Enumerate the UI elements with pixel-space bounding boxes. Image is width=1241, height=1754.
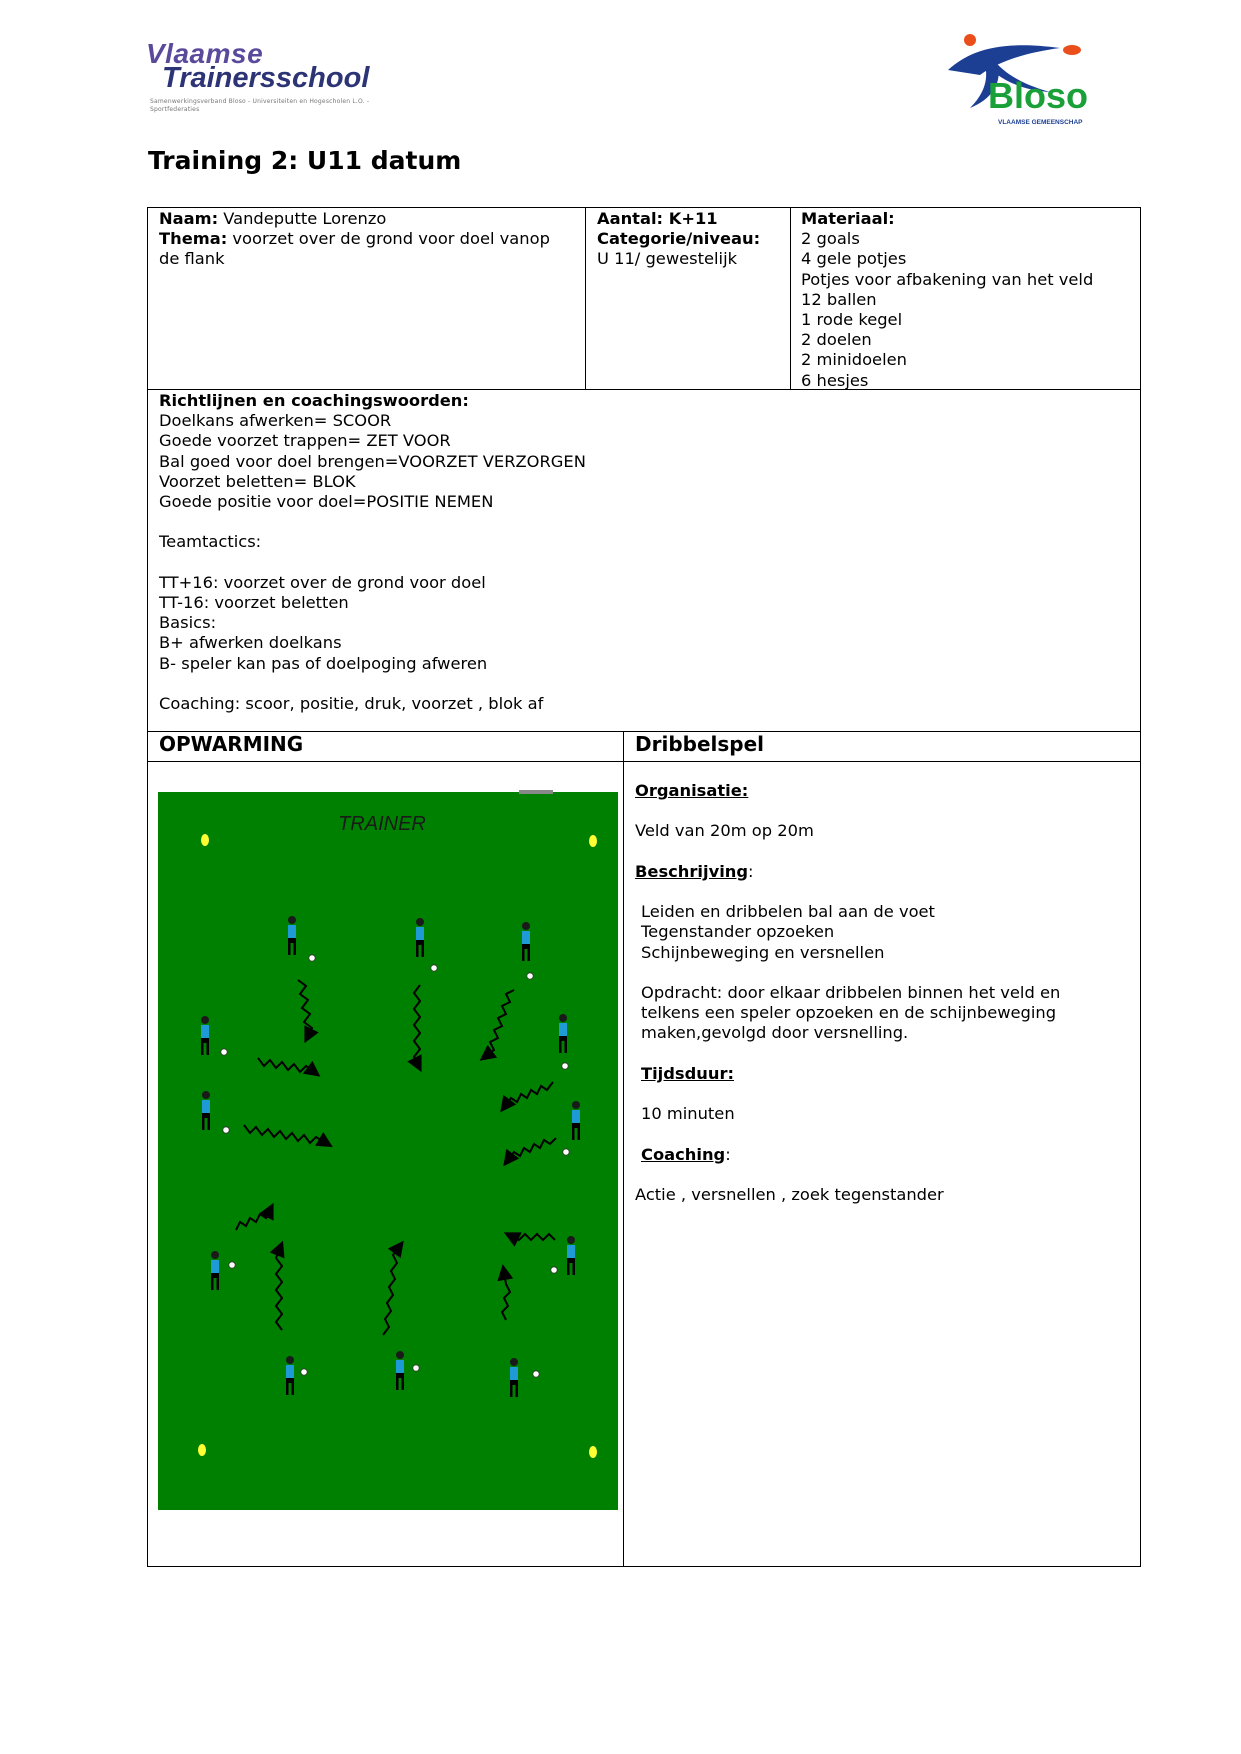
opdracht-line: telkens een speler opzoeken en de schijnbeweging: [641, 1003, 1057, 1023]
trainer-label: TRAINER: [338, 813, 426, 835]
guideline-line: Voorzet beletten= BLOK: [159, 471, 356, 491]
section-heading-dribbelspel: Dribbelspel: [635, 732, 765, 756]
organisatie-value: Veld van 20m op 20m: [635, 821, 814, 841]
beschrijving-line: Leiden en dribbelen bal aan de voet: [641, 902, 935, 922]
teamtactics-line: TT-16: voorzet beletten: [159, 593, 349, 612]
vlaamse-trainersschool-logo: [146, 38, 370, 118]
table-divider: [790, 207, 791, 389]
table-divider: [585, 207, 586, 389]
table-border: [147, 207, 1141, 208]
bloso-logo: [940, 30, 1110, 130]
categorie-label: Categorie/niveau:: [597, 229, 761, 249]
naam-value: Vandeputte Lorenzo: [223, 209, 387, 228]
materiaal-item: 1 rode kegel: [801, 310, 903, 330]
organisatie-label: Organisatie:: [635, 781, 749, 800]
bloso-emblem-icon: [940, 30, 1110, 130]
teamtactics-label: Teamtactics:: [159, 532, 262, 552]
info-naam-thema: [159, 209, 550, 270]
guideline-line: Goede voorzet trappen= ZET VOOR: [159, 431, 451, 451]
materiaal-item: Potjes voor afbakening van het veld: [801, 269, 1094, 289]
beschrijving-label: Beschrijving: [635, 861, 749, 881]
logo-subtitle: Samenwerkingsverband Bloso - Universiteiten en Hogescholen L.O. - Sportfederaties: [150, 98, 370, 113]
table-divider: [147, 761, 1141, 762]
bloso-subtitle: VLAAMSE GEMEENSCHAP: [998, 119, 1083, 126]
cone-marker: [589, 1446, 597, 1458]
tijdsduur-label: Tijdsduur:: [641, 1063, 734, 1083]
categorie-value: U 11/ gewestelijk: [597, 249, 738, 269]
thema-value: voorzet over de grond voor doel vanop: [232, 229, 550, 249]
table-border: [147, 1566, 1141, 1567]
beschrijving-line: Tegenstander opzoeken: [641, 922, 835, 942]
materiaal-item: 6 hesjes: [801, 370, 869, 390]
guidelines-heading: Richtlijnen en coachingswoorden:: [159, 391, 469, 410]
coaching-summary: Coaching: scoor, positie, druk, voorzet , blok af: [159, 694, 544, 713]
logo-line1: Vlaamse: [146, 38, 264, 69]
coaching-value: Actie , versnellen , zoek tegenstander: [635, 1184, 944, 1204]
cone-marker: [201, 834, 209, 846]
teamtactics-line: TT+16: voorzet over de grond voor doel: [159, 572, 486, 592]
page-title: Training 2: U11 datum: [148, 146, 462, 175]
teamtactics-line: Basics:: [159, 613, 217, 633]
table-border: [1140, 207, 1141, 1567]
cone-marker: [198, 1444, 206, 1456]
pitch: [158, 792, 618, 1510]
naam-label: Naam:: [159, 209, 219, 228]
guideline-line: Bal goed voor doel brengen=VOORZET VERZORGEN: [159, 451, 586, 471]
materiaal-label: Materiaal:: [801, 209, 895, 228]
thema-label: Thema:: [159, 229, 228, 249]
bloso-wordmark: Bloso: [988, 75, 1089, 116]
info-materiaal: [801, 209, 1093, 391]
cone-marker: [589, 835, 597, 847]
beschrijving-line: Schijnbeweging en versnellen: [641, 942, 885, 962]
field-diagram: [158, 790, 618, 1510]
exercise-diagram: [158, 790, 618, 1510]
guidelines-cell: [159, 391, 586, 714]
thema-value-cont: de flank: [159, 249, 225, 269]
materiaal-item: 2 doelen: [801, 330, 872, 350]
materiaal-item: 4 gele potjes: [801, 249, 907, 269]
logo-line2: Trainersschool: [162, 62, 370, 94]
guideline-line: Doelkans afwerken= SCOOR: [159, 411, 392, 431]
teamtactics-line: B- speler kan pas of doelpoging afweren: [159, 653, 488, 673]
opdracht-line: maken,gevolgd door versnelling.: [641, 1023, 909, 1043]
section-heading-opwarming: OPWARMING: [159, 732, 304, 756]
guideline-line: Goede positie voor doel=POSITIE NEMEN: [159, 492, 494, 512]
exercise-description: Organisatie: Veld van 20m op 20m Beschrijving: Leiden en dribbelen bal aan de voet Tegenstander opzoeken Schijnbeweging en versnellen Opdracht: door elkaar dribbelen binnen het veld en telkens een speler opzoeken en de schijnbeweging maken,gevolgd door versnelling. Tijdsduur: 10 minuten Coaching: Actie , versnellen , zoek tegenstander: [635, 781, 1061, 1204]
table-divider: [623, 731, 624, 1567]
tijdsduur-value: 10 minuten: [641, 1104, 735, 1124]
materiaal-item: 2 goals: [801, 229, 860, 249]
opdracht-line: Opdracht: door elkaar dribbelen binnen het veld en: [641, 982, 1061, 1002]
info-aantal-categorie: [597, 209, 760, 270]
teamtactics-line: B+ afwerken doelkans: [159, 633, 342, 653]
materiaal-item: 12 ballen: [801, 289, 877, 309]
materiaal-item: 2 minidoelen: [801, 350, 907, 370]
aantal-label: Aantal: K+11: [597, 209, 718, 228]
coaching-label: Coaching: [641, 1144, 726, 1164]
table-border: [147, 207, 148, 1567]
